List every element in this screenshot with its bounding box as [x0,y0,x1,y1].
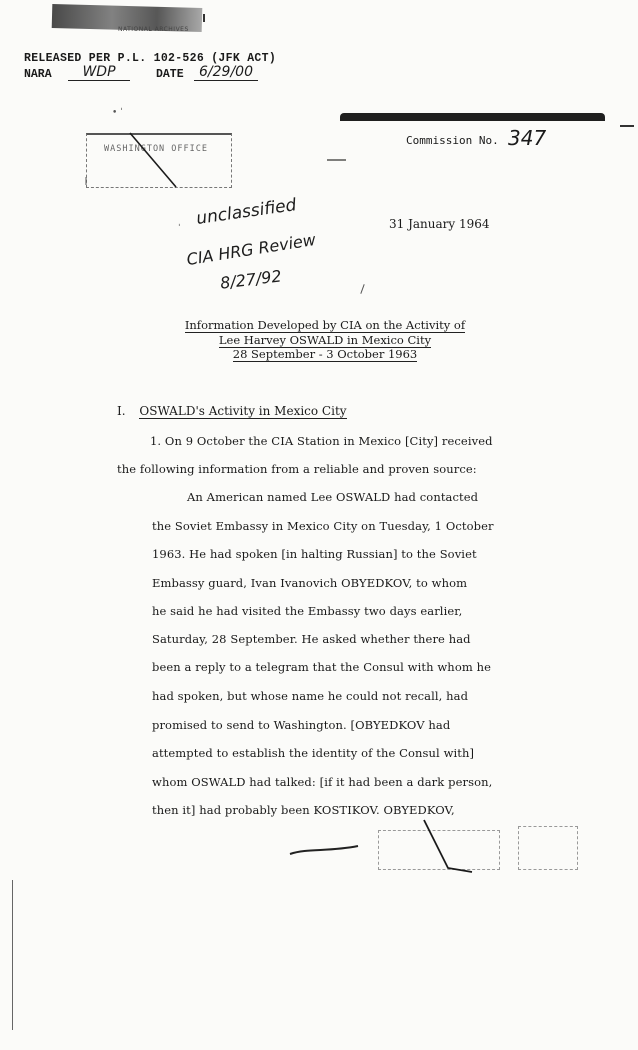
quote-line-1: An American named Lee OSWALD had contacted [187,490,479,504]
title-line-2: Lee Harvey OSWALD in Mexico City [218,332,432,347]
section-heading-text: OSWALD's Activity in Mexico City [139,404,347,418]
handwriting-tick: ˈ [178,224,181,234]
top-rule [340,113,605,121]
date-value: 6/29/00 [194,64,258,81]
scan-mark: • ˈ [112,108,123,118]
paragraph-1-line-2: the following information from a reliable and proven source: [117,462,477,476]
bottom-pen-stroke [288,842,362,858]
strike-marks [80,125,360,195]
unclassified-note: unclassified [195,195,298,229]
commission-label: Commission No. [406,134,499,147]
quote-line-10: attempted to establish the identity of the Consul with] [152,746,475,760]
archives-mark: NATIONAL ARCHIVES [118,26,189,33]
nara-label: NARA [24,68,52,81]
top-rule-end [620,125,634,127]
quote-line-8: had spoken, but whose name he could not recall, had [152,689,469,703]
document-date: 31 January 1964 [389,217,490,231]
stamp-box-text: WASHINGTON OFFICE [104,144,208,154]
nara-line [24,64,264,84]
left-margin-line [12,880,13,1030]
quote-line-7: been a reply to a telegram that the Consul with whom he [152,660,492,674]
paragraph-1-line-1: 1. On 9 October the CIA Station in Mexico [City] received [150,434,493,448]
bottom-stamp-small [518,826,578,870]
date-label: DATE [156,68,184,81]
title-line-3: 28 September - 3 October 1963 [232,347,418,361]
corner-mark [203,14,205,22]
quote-line-9: promised to send to Washington. [OBYEDKOV had [152,718,451,732]
review-note: CIA HRG Review [185,229,318,270]
pen-mark [360,284,364,294]
section-heading [117,404,347,418]
commission-number: 347 [508,126,547,150]
nara-value: WDP [68,64,130,81]
quote-line-5: he said he had visited the Embassy two days earlier, [152,604,463,618]
bottom-strike [420,818,480,874]
quote-line-11: whom OSWALD had talked: [if it had been a dark person, [152,775,493,789]
section-number: I. [117,404,126,418]
quote-line-6: Saturday, 28 September. He asked whether there had [152,632,471,646]
quote-line-3: 1963. He had spoken [in halting Russian] to the Soviet [152,547,477,561]
review-date-note: 8/27/92 [219,266,283,293]
quote-line-12: then it] had probably been KOSTIKOV. OBYEDKOV, [152,803,455,817]
title-line-1: Information Developed by CIA on the Activity of [184,318,466,332]
release-line: RELEASED PER P.L. 102-526 (JFK ACT) [24,52,277,65]
quote-line-2: the Soviet Embassy in Mexico City on Tuesday, 1 October [152,519,494,533]
quote-line-4: Embassy guard, Ivan Ivanovich OBYEDKOV, to whom [152,576,468,590]
document-title [150,318,500,362]
